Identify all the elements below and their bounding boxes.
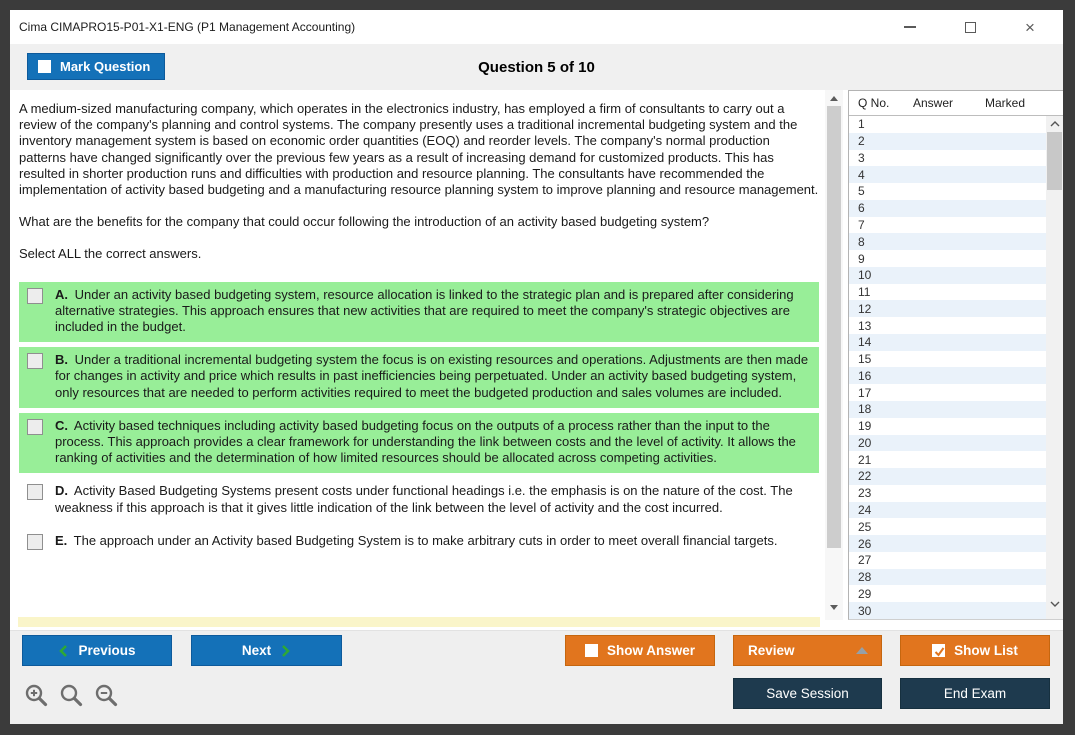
exam-window	[10, 10, 1063, 724]
zoom-in-icon[interactable]	[24, 683, 50, 709]
row-qno: 18	[858, 402, 872, 417]
triangle-down-icon	[830, 605, 838, 610]
question-list-row[interactable]	[849, 116, 1046, 133]
option-letter: E.	[55, 532, 68, 548]
show-list-label: Show List	[954, 643, 1018, 658]
show-answer-checkbox	[585, 644, 598, 657]
scroll-up-button[interactable]	[825, 91, 843, 105]
previous-label: Previous	[78, 643, 136, 658]
question-prompt: What are the benefits for the company that could occur following the introduction of an activity based budgeting system?	[19, 214, 710, 230]
zoom-reset-icon[interactable]	[59, 683, 85, 709]
question-list-row[interactable]	[849, 250, 1046, 267]
question-list-row[interactable]	[849, 200, 1046, 217]
question-list-row[interactable]	[849, 535, 1046, 552]
content-area	[10, 90, 1063, 630]
question-list-row[interactable]	[849, 334, 1046, 351]
maximize-button[interactable]	[963, 20, 977, 34]
row-qno: 3	[858, 150, 865, 165]
question-list-row[interactable]	[849, 502, 1046, 519]
question-list-row[interactable]	[849, 552, 1046, 569]
row-qno: 6	[858, 201, 865, 216]
previous-button[interactable]	[22, 635, 172, 666]
triangle-up-icon	[856, 647, 868, 654]
row-qno: 4	[858, 167, 865, 182]
show-list-checkbox	[932, 644, 945, 657]
next-button[interactable]	[191, 635, 342, 666]
end-exam-button[interactable]	[900, 678, 1050, 709]
option-text: Activity Based Budgeting Systems present costs under functional headings i.e. the emphasis is on the nature of the cost. The weakness if this approach is that it gives little indication of the link between the level of activity and the cost incurred.	[55, 483, 793, 515]
minimize-button[interactable]	[903, 20, 917, 34]
row-qno: 22	[858, 469, 872, 484]
row-qno: 2	[858, 134, 865, 149]
mark-question-label: Mark Question	[60, 59, 151, 74]
question-list-row[interactable]	[849, 217, 1046, 234]
col-header-qno: Q No.	[858, 96, 890, 110]
row-qno: 20	[858, 435, 872, 450]
question-list-row[interactable]	[849, 150, 1046, 167]
show-answer-button[interactable]	[565, 635, 715, 666]
main-scrollbar-thumb[interactable]	[827, 106, 841, 548]
question-list-row[interactable]	[849, 133, 1046, 150]
question-list-row[interactable]	[849, 401, 1046, 418]
question-list-header	[849, 91, 1063, 116]
row-qno: 21	[858, 452, 872, 467]
option-text: Under a traditional incremental budgeting system the focus is on existing resources and operations. Adjustments are then made for changes in activity and price which results in past inefficiencies being perpetuated. Under an activity based budgeting system, only resources that are needed to perform activities required to meet the budgeted production and sales volumes are included.	[55, 352, 809, 400]
question-list-row[interactable]	[849, 585, 1046, 602]
option-checkbox[interactable]	[27, 353, 43, 369]
list-scrollbar-thumb[interactable]	[1047, 132, 1062, 190]
row-qno: 12	[858, 301, 872, 316]
checkmark-icon	[933, 645, 946, 658]
option-text: Under an activity based budgeting system, resource allocation is linked to the strategic plan and is prepared after considering alternative strategies. This approach ensures that new activities that are required to meet the company's strategic objectives are included in the budget.	[55, 286, 794, 335]
chevron-right-icon	[281, 644, 291, 658]
question-counter: Question 5 of 10	[478, 58, 595, 76]
row-qno: 25	[858, 519, 872, 534]
question-list-row[interactable]	[849, 367, 1046, 384]
question-instruction: Select ALL the correct answers.	[19, 246, 202, 262]
question-list-panel	[848, 90, 1063, 620]
col-header-marked: Marked	[985, 96, 1026, 110]
mark-question-checkbox	[38, 60, 51, 73]
row-qno: 27	[858, 553, 872, 568]
row-qno: 14	[858, 335, 872, 350]
option-letter: A.	[55, 286, 68, 302]
maximize-icon	[965, 22, 976, 33]
show-list-button[interactable]	[900, 635, 1050, 666]
row-qno: 15	[858, 352, 872, 367]
row-qno: 26	[858, 536, 872, 551]
question-list-row[interactable]	[849, 166, 1046, 183]
question-paragraph: A medium-sized manufacturing company, which operates in the electronics industry, has employed a firm of consultants to carry out a review of the company's planning and control systems. The company presently uses a traditional incremental budgeting system and the inventory management system is based on economic order quantities (EOQ) and reorder levels. The company's normal production patterns have changed significantly over the previous few years as a result of increasing demand for customized products. This has resulted in shorter production runs and difficulties with production and resource planning. The consultants have recommended the implementation of activity based budgeting and a manufacturing resource planning system to improve planning and resource management.	[19, 101, 819, 198]
question-list-row[interactable]	[849, 569, 1046, 586]
question-list-row[interactable]	[849, 183, 1046, 200]
options-list	[19, 282, 819, 557]
save-session-label: Save Session	[766, 686, 849, 701]
row-qno: 1	[858, 117, 865, 132]
question-list-row[interactable]	[849, 451, 1046, 468]
minimize-icon	[904, 26, 916, 28]
chevron-up-icon	[1050, 121, 1060, 127]
list-scroll-down-button[interactable]	[1046, 597, 1063, 611]
chevron-down-icon	[1050, 601, 1060, 607]
question-list-row[interactable]	[849, 518, 1046, 535]
row-qno: 24	[858, 502, 872, 517]
question-list-row[interactable]	[849, 351, 1046, 368]
row-qno: 9	[858, 251, 865, 266]
option-letter: C.	[55, 417, 68, 433]
question-list-row[interactable]	[849, 602, 1046, 619]
option-checkbox[interactable]	[27, 534, 43, 550]
question-list-row[interactable]	[849, 284, 1046, 301]
question-list-row[interactable]	[849, 317, 1046, 334]
question-list-row[interactable]	[849, 435, 1046, 452]
row-qno: 30	[858, 603, 872, 618]
list-scroll-up-button[interactable]	[1046, 117, 1063, 131]
row-qno: 16	[858, 368, 872, 383]
question-list-row[interactable]	[849, 267, 1046, 284]
scroll-down-button[interactable]	[825, 600, 843, 614]
answer-option[interactable]	[19, 478, 819, 522]
header-band	[10, 44, 1063, 90]
row-qno: 11	[858, 285, 871, 300]
close-icon: ×	[1025, 17, 1035, 37]
answer-option[interactable]	[19, 282, 819, 343]
option-letter: B.	[55, 352, 68, 368]
review-label: Review	[748, 643, 795, 658]
main-scrollbar[interactable]	[825, 90, 843, 620]
chevron-left-icon	[58, 644, 68, 658]
footer-bar	[10, 630, 1063, 724]
question-list-row[interactable]	[849, 468, 1046, 485]
mark-question-button[interactable]	[27, 53, 165, 80]
list-scrollbar[interactable]	[1046, 116, 1063, 619]
end-exam-label: End Exam	[943, 686, 1007, 701]
row-qno: 23	[858, 486, 872, 501]
row-qno: 29	[858, 586, 872, 601]
answer-option[interactable]	[19, 347, 819, 408]
row-qno: 13	[858, 318, 872, 333]
question-list-row[interactable]	[849, 233, 1046, 250]
col-header-answer: Answer	[913, 96, 954, 110]
question-list-row[interactable]	[849, 485, 1046, 502]
row-qno: 10	[858, 268, 872, 283]
row-qno: 5	[858, 184, 865, 199]
row-qno: 17	[858, 385, 872, 400]
row-qno: 19	[858, 419, 872, 434]
option-text: Activity based techniques including activity based budgeting focus on the outputs of a process rather than the input to the process. This approach provides a clear framework for understanding the link between costs and the level of activity. It allows the ranking of activities and the determination of how limited resources should be allocated across competing activities.	[55, 417, 796, 466]
show-answer-label: Show Answer	[606, 643, 695, 658]
save-session-button[interactable]	[733, 678, 882, 709]
triangle-up-icon	[830, 96, 838, 101]
option-checkbox[interactable]	[27, 288, 43, 304]
review-button[interactable]	[733, 635, 882, 666]
zoom-out-icon[interactable]	[94, 683, 120, 709]
next-label: Next	[241, 643, 272, 658]
window-controls	[903, 17, 1063, 37]
title-bar	[10, 10, 1063, 44]
question-list-row[interactable]	[849, 418, 1046, 435]
close-button[interactable]	[1023, 17, 1037, 37]
zoom-controls	[24, 683, 120, 709]
option-checkbox[interactable]	[27, 419, 43, 435]
question-list-row[interactable]	[849, 300, 1046, 317]
highlight-strip	[18, 617, 820, 627]
window-title: Cima CIMAPRO15-P01-X1-ENG (P1 Management Accounting)	[19, 20, 356, 34]
question-list-row[interactable]	[849, 384, 1046, 401]
option-text: The approach under an Activity based Budgeting System is to make arbitrary cuts in order to meet overall financial targets.	[70, 532, 778, 548]
option-checkbox[interactable]	[27, 484, 43, 500]
answer-option[interactable]	[19, 413, 819, 474]
row-qno: 28	[858, 570, 872, 585]
row-qno: 7	[858, 217, 865, 232]
question-list-body	[849, 116, 1063, 619]
option-letter: D.	[55, 483, 68, 499]
question-list-rows	[849, 116, 1046, 619]
row-qno: 8	[858, 234, 865, 249]
question-panel	[10, 90, 825, 630]
answer-option[interactable]	[19, 528, 819, 557]
